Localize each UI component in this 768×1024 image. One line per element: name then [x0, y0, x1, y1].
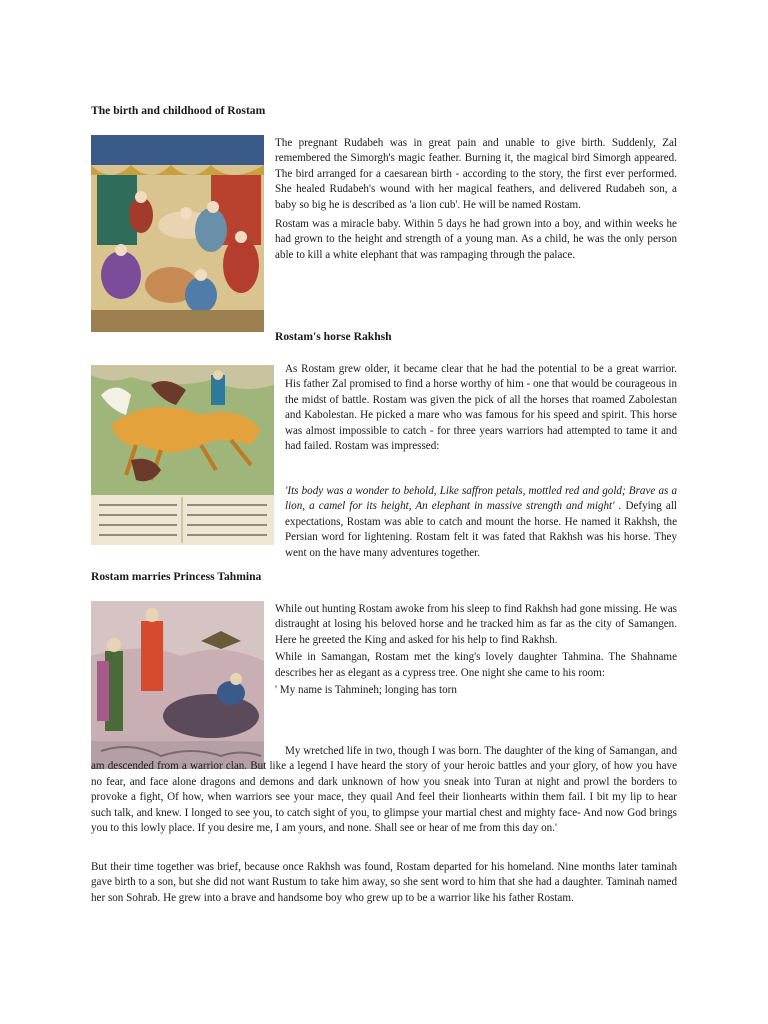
tahmina-paragraph-4: My wretched life in two, though I was born. The daughter of the king of Samangan, and am descended from a warrior clan. But like a legend I have heard the story of your heroic battles and your glory, of how you have no fear, and face alone dragons and demons and dark unknown of how you sneak into Turan at night and prowl the borders to provoke a fight, Of how, when warriors see your mace, they quail And feel their lionhearts within them fail. I bit my lip to hear such talk, and knew. I longed to see you, to catch sight of you, to glimpse your martial chest and mighty face- And now God brings you to this lowly place. If you desire me, I am yours, and none. Shall see or hear of me from this day on.' — [91, 745, 677, 835]
birth-paragraph-1: The pregnant Rudabeh was in great pain and unable to give birth. Suddenly, Zal remembered the Simorgh's magic feather. Burning it, the magical bird Simorgh appeared. The bird arranged for a caesarean birth - according to the story, the first ever performed. She healed Rudabeh's wound with her magical feathers, and delivered Rudabeh son, a baby so big he is described as 'a lion cub'. He will be named Rostam. — [275, 137, 677, 211]
tahmina-paragraph-5: But their time together was brief, because once Rakhsh was found, Rostam departed for his homeland. Nine months later taminah gave birth to a son, but she did not want Rustum to take him away, so she sent word to him that she had a daughter. Taminah named her son Sohrab. He grew into a brave and handsome boy who grew up to be a warrior like his father Rostam. — [91, 861, 677, 904]
heading-rakhsh: Rostam's horse Rakhsh — [275, 330, 392, 343]
birth-paragraph-2: Rostam was a miracle baby. Within 5 days he had grown into a boy, and within weeks he had grown to the height and strength of a young man. As a child, he was the only person able to kill a white elephant that was rampaging through the palace. — [275, 218, 677, 261]
rakhsh-paragraph-2 — [91, 484, 677, 561]
tahmina-paragraph-3: ' My name is Tahmineh; longing has torn — [275, 684, 457, 697]
rakhsh-quote: 'Its body was a wonder to behold, Like saffron petals, mottled red and gold; Brave as a lion, a camel for its height, An elephant in massive strength and might' . — [285, 485, 677, 513]
heading-tahmina: Rostam marries Princess Tahmina — [91, 570, 262, 583]
tahmina-paragraph-1: While out hunting Rostam awoke from his sleep to find Rakhsh had gone missing. He was distraught at losing his beloved horse and he tracked him as far as the city of Samangen. Here he greeted the King and asked for his help to find Rakhsh. — [275, 603, 677, 646]
heading-birth: The birth and childhood of Rostam — [91, 104, 266, 117]
rakhsh-paragraph-1: As Rostam grew older, it became clear that he had the potential to be a great warrior. His father Zal promised to find a horse worthy of him - one that would be courageous in the midst of battle. Rostam was given the pick of all the horses that roamed Zabolestan and Kabolestan. He picked a mare who was famous for his speed and spirit. This horse was almost impossible to catch - for three years warriors had attempted to tame it and had failed. Rostam was impressed: — [285, 363, 677, 453]
birth-of-rostam-miniature — [91, 135, 264, 332]
rakhsh-paragraph-2-text: Defying all expectations, Rostam was able to catch and mount the horse. He named it Rakhsh, the Persian word for lightening. Rostam felt it was fated that Rakhsh was his horse. They went on the have many adventures together. — [285, 500, 677, 559]
tahmina-paragraph-2: While in Samangan, Rostam met the king's lovely daughter Tahmina. The Shahname describes her as elegant as a cypress tree. One night she came to his room: — [275, 651, 677, 679]
